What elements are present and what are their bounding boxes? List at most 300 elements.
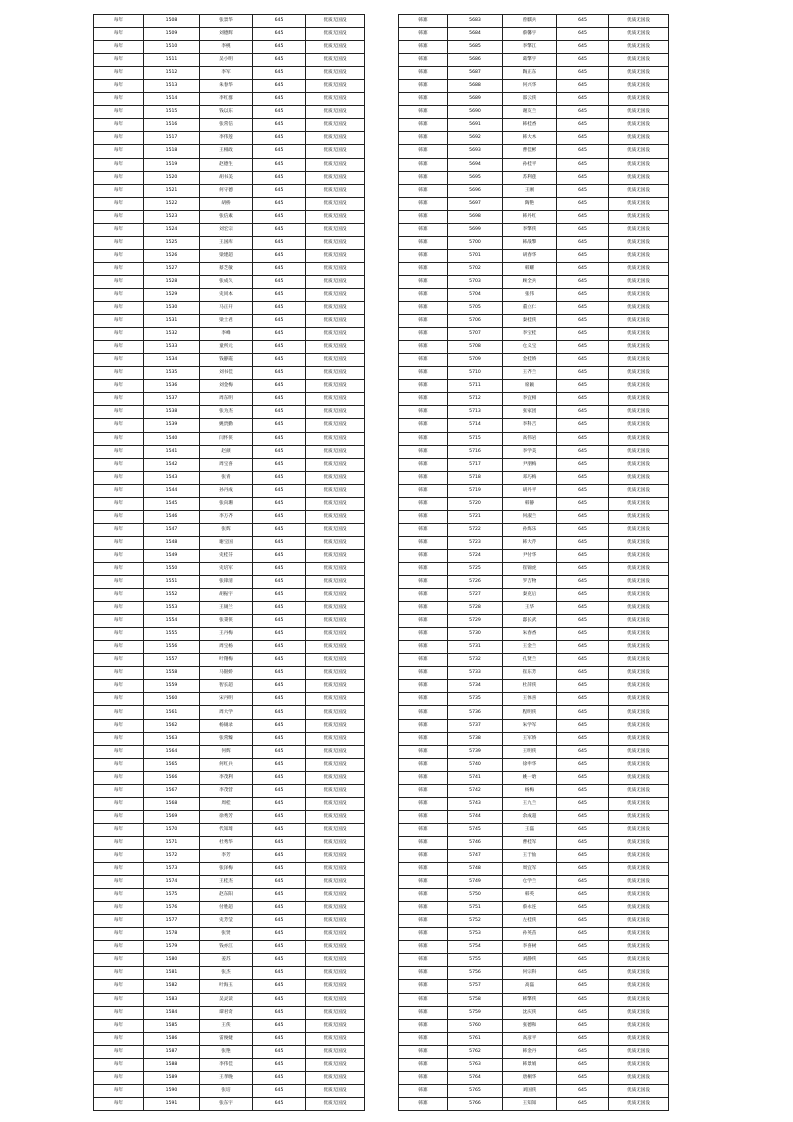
- remark-cell: 优质无国没: [609, 536, 669, 549]
- table-row: [399, 145, 669, 158]
- name-cell: 余成超: [503, 810, 557, 823]
- village-cell: 每年: [94, 158, 144, 171]
- remark-cell: 优质无国没: [609, 210, 669, 223]
- serial-number-cell: 1511: [144, 54, 200, 67]
- remark-cell: 优质无国没: [609, 119, 669, 132]
- serial-number-cell: 1536: [144, 380, 200, 393]
- amount-cell: 645: [253, 302, 306, 315]
- remark-cell: 优质无国没: [306, 1045, 365, 1058]
- village-cell: 每年: [94, 419, 144, 432]
- village-cell: 每年: [94, 471, 144, 484]
- remark-cell: 优质无国没: [609, 771, 669, 784]
- table-row: [94, 1032, 365, 1045]
- table-row: [399, 223, 669, 236]
- remark-cell: 优质无国没: [306, 445, 365, 458]
- serial-number-cell: 1513: [144, 80, 200, 93]
- table-row: [399, 158, 669, 171]
- serial-number-cell: 1586: [144, 1032, 200, 1045]
- remark-cell: 优质无国没: [609, 171, 669, 184]
- village-cell: 每年: [94, 184, 144, 197]
- serial-number-cell: 1569: [144, 810, 200, 823]
- serial-number-cell: 1558: [144, 667, 200, 680]
- village-cell: 韩寨: [399, 1058, 448, 1071]
- amount-cell: 645: [253, 719, 306, 732]
- name-cell: 左桂侠: [503, 915, 557, 928]
- serial-number-cell: 5695: [448, 171, 503, 184]
- amount-cell: 645: [253, 262, 306, 275]
- village-cell: 每年: [94, 1045, 144, 1058]
- serial-number-cell: 1549: [144, 549, 200, 562]
- serial-number-cell: 1509: [144, 28, 200, 41]
- serial-number-cell: 1582: [144, 980, 200, 993]
- village-cell: 韩寨: [399, 54, 448, 67]
- remark-cell: 优质无国没: [609, 393, 669, 406]
- table-row: [94, 288, 365, 301]
- table-row: [94, 510, 365, 523]
- village-cell: 每年: [94, 41, 144, 54]
- amount-cell: 645: [253, 1019, 306, 1032]
- amount-cell: 645: [557, 1045, 609, 1058]
- remark-cell: 优质无国没: [306, 628, 365, 641]
- village-cell: 每年: [94, 497, 144, 510]
- remark-cell: 优质无国没: [609, 902, 669, 915]
- amount-cell: 645: [253, 889, 306, 902]
- remark-cell: 优质无国没: [609, 850, 669, 863]
- amount-cell: 645: [557, 889, 609, 902]
- name-cell: 史芳莹: [200, 915, 253, 928]
- table-row: [94, 850, 365, 863]
- name-cell: 李峰: [200, 328, 253, 341]
- amount-cell: 645: [557, 732, 609, 745]
- amount-cell: 645: [557, 249, 609, 262]
- village-cell: 每年: [94, 576, 144, 589]
- table-row: [94, 902, 365, 915]
- remark-cell: 优质无国没: [609, 1032, 669, 1045]
- table-row: [94, 954, 365, 967]
- name-cell: 何兴华: [503, 80, 557, 93]
- serial-number-cell: 5716: [448, 445, 503, 458]
- table-row: [399, 28, 669, 41]
- amount-cell: 645: [253, 406, 306, 419]
- table-right-body: [399, 15, 669, 1111]
- village-cell: 每年: [94, 536, 144, 549]
- table-row: [399, 602, 669, 615]
- name-cell: 高伟岩: [503, 432, 557, 445]
- name-cell: 徐秀芳: [200, 810, 253, 823]
- name-cell: 史桂芬: [200, 549, 253, 562]
- remark-cell: 优质无国没: [306, 458, 365, 471]
- serial-number-cell: 5726: [448, 576, 503, 589]
- serial-number-cell: 5743: [448, 797, 503, 810]
- name-cell: 李茂利: [200, 771, 253, 784]
- serial-number-cell: 5701: [448, 249, 503, 262]
- table-row: [399, 967, 669, 980]
- remark-cell: 优质无国没: [609, 889, 669, 902]
- village-cell: 韩寨: [399, 106, 448, 119]
- remark-cell: 优质无国没: [609, 184, 669, 197]
- village-cell: 每年: [94, 667, 144, 680]
- table-row: [399, 706, 669, 719]
- remark-cell: 优质无国没: [609, 549, 669, 562]
- amount-cell: 645: [557, 536, 609, 549]
- serial-number-cell: 1529: [144, 288, 200, 301]
- serial-number-cell: 5759: [448, 1006, 503, 1019]
- village-cell: 每年: [94, 784, 144, 797]
- village-cell: 韩寨: [399, 1006, 448, 1019]
- name-cell: 王丹梅: [200, 628, 253, 641]
- village-cell: 每年: [94, 941, 144, 954]
- name-cell: 童所元: [200, 341, 253, 354]
- village-cell: 每年: [94, 223, 144, 236]
- serial-number-cell: 1533: [144, 341, 200, 354]
- village-cell: 韩寨: [399, 328, 448, 341]
- name-cell: 韩桂香: [503, 119, 557, 132]
- village-cell: 每年: [94, 145, 144, 158]
- village-cell: 韩寨: [399, 732, 448, 745]
- name-cell: 梁士君: [200, 315, 253, 328]
- serial-number-cell: 1560: [144, 693, 200, 706]
- village-cell: 韩寨: [399, 80, 448, 93]
- serial-number-cell: 5699: [448, 223, 503, 236]
- name-cell: 李宝桂: [503, 328, 557, 341]
- village-cell: 韩寨: [399, 589, 448, 602]
- serial-number-cell: 1542: [144, 458, 200, 471]
- serial-number-cell: 1525: [144, 236, 200, 249]
- village-cell: 每年: [94, 341, 144, 354]
- serial-number-cell: 5764: [448, 1071, 503, 1084]
- amount-cell: 645: [253, 328, 306, 341]
- serial-number-cell: 5720: [448, 497, 503, 510]
- name-cell: 尹付华: [503, 549, 557, 562]
- table-row: [94, 106, 365, 119]
- remark-cell: 优质无国没: [609, 54, 669, 67]
- name-cell: 张贤: [200, 928, 253, 941]
- serial-number-cell: 5754: [448, 941, 503, 954]
- table-row: [94, 810, 365, 823]
- table-row: [399, 523, 669, 536]
- name-cell: 崔东芳: [503, 667, 557, 680]
- name-cell: 姜苏: [200, 954, 253, 967]
- remark-cell: 优质无国没: [306, 28, 365, 41]
- serial-number-cell: 1588: [144, 1058, 200, 1071]
- name-cell: 孙丹成: [200, 484, 253, 497]
- village-cell: 韩寨: [399, 954, 448, 967]
- table-left-body: [94, 15, 365, 1111]
- table-row: [94, 732, 365, 745]
- remark-cell: 优质无国没: [609, 132, 669, 145]
- village-cell: 每年: [94, 1084, 144, 1097]
- name-cell: 吴灵读: [200, 993, 253, 1006]
- amount-cell: 645: [253, 1032, 306, 1045]
- amount-cell: 645: [557, 784, 609, 797]
- table-row: [94, 562, 365, 575]
- name-cell: 赵东阳: [200, 889, 253, 902]
- amount-cell: 645: [253, 471, 306, 484]
- serial-number-cell: 1526: [144, 249, 200, 262]
- amount-cell: 645: [253, 41, 306, 54]
- remark-cell: 优质无国没: [609, 458, 669, 471]
- name-cell: 韩大芹: [503, 536, 557, 549]
- amount-cell: 645: [557, 119, 609, 132]
- amount-cell: 645: [557, 1006, 609, 1019]
- serial-number-cell: 5697: [448, 197, 503, 210]
- name-cell: 周宜军: [503, 863, 557, 876]
- amount-cell: 645: [253, 158, 306, 171]
- name-cell: 杨锡录: [200, 719, 253, 732]
- serial-number-cell: 1578: [144, 928, 200, 941]
- table-row: [399, 1045, 669, 1058]
- remark-cell: 优质无国没: [609, 380, 669, 393]
- village-cell: 韩寨: [399, 315, 448, 328]
- name-cell: 胡桥: [200, 197, 253, 210]
- village-cell: 韩寨: [399, 1084, 448, 1097]
- name-cell: 张景华: [200, 15, 253, 28]
- amount-cell: 645: [253, 445, 306, 458]
- table-row: [94, 771, 365, 784]
- table-row: [399, 654, 669, 667]
- amount-cell: 645: [557, 771, 609, 784]
- table-row: [399, 1084, 669, 1097]
- remark-cell: 优质无国没: [306, 602, 365, 615]
- name-cell: 张家团: [503, 406, 557, 419]
- serial-number-cell: 1574: [144, 876, 200, 889]
- serial-number-cell: 5709: [448, 354, 503, 367]
- remark-cell: 优质无国没: [306, 184, 365, 197]
- remark-cell: 优质无国没: [306, 210, 365, 223]
- table-row: [399, 667, 669, 680]
- serial-number-cell: 1508: [144, 15, 200, 28]
- remark-cell: 优质无国没: [306, 158, 365, 171]
- amount-cell: 645: [557, 171, 609, 184]
- table-row: [399, 341, 669, 354]
- serial-number-cell: 1585: [144, 1019, 200, 1032]
- village-cell: 每年: [94, 406, 144, 419]
- name-cell: 张为杰: [200, 406, 253, 419]
- table-row: [399, 954, 669, 967]
- amount-cell: 645: [557, 497, 609, 510]
- serial-number-cell: 1565: [144, 758, 200, 771]
- remark-cell: 优质无国没: [609, 80, 669, 93]
- table-row: [399, 536, 669, 549]
- remark-cell: 优质无国没: [306, 784, 365, 797]
- remark-cell: 优质无国没: [609, 589, 669, 602]
- table-row: [94, 589, 365, 602]
- table-row: [399, 432, 669, 445]
- village-cell: 每年: [94, 1071, 144, 1084]
- village-cell: 韩寨: [399, 667, 448, 680]
- amount-cell: 645: [557, 106, 609, 119]
- table-row: [399, 615, 669, 628]
- serial-number-cell: 1535: [144, 367, 200, 380]
- serial-number-cell: 1579: [144, 941, 200, 954]
- serial-number-cell: 1559: [144, 680, 200, 693]
- amount-cell: 645: [557, 1032, 609, 1045]
- remark-cell: 优质无国没: [306, 223, 365, 236]
- name-cell: 王相政: [200, 145, 253, 158]
- amount-cell: 645: [253, 1006, 306, 1019]
- name-cell: 周宝喜: [200, 458, 253, 471]
- village-cell: 韩寨: [399, 615, 448, 628]
- amount-cell: 645: [253, 902, 306, 915]
- table-row: [94, 341, 365, 354]
- village-cell: 每年: [94, 602, 144, 615]
- amount-cell: 645: [253, 797, 306, 810]
- name-cell: 叶海玉: [200, 980, 253, 993]
- table-row: [94, 654, 365, 667]
- table-row: [399, 719, 669, 732]
- table-row: [94, 836, 365, 849]
- name-cell: 葛擎宇: [503, 54, 557, 67]
- table-row: [399, 641, 669, 654]
- village-cell: 韩寨: [399, 719, 448, 732]
- serial-number-cell: 1544: [144, 484, 200, 497]
- name-cell: 谢宝国: [200, 536, 253, 549]
- table-row: [94, 745, 365, 758]
- amount-cell: 645: [557, 641, 609, 654]
- serial-number-cell: 5728: [448, 602, 503, 615]
- amount-cell: 645: [557, 719, 609, 732]
- village-cell: 韩寨: [399, 497, 448, 510]
- amount-cell: 645: [557, 236, 609, 249]
- village-cell: 每年: [94, 1019, 144, 1032]
- amount-cell: 645: [557, 197, 609, 210]
- remark-cell: 优质无国没: [306, 667, 365, 680]
- name-cell: 王知知: [503, 1097, 557, 1110]
- remark-cell: 优质无国没: [609, 915, 669, 928]
- amount-cell: 645: [253, 667, 306, 680]
- table-row: [399, 302, 669, 315]
- name-cell: 杨梅: [503, 784, 557, 797]
- name-cell: 钱亦江: [200, 941, 253, 954]
- remark-cell: 优质无国没: [306, 393, 365, 406]
- village-cell: 韩寨: [399, 810, 448, 823]
- amount-cell: 645: [557, 54, 609, 67]
- table-row: [399, 354, 669, 367]
- village-cell: 每年: [94, 262, 144, 275]
- name-cell: 李茂营: [200, 784, 253, 797]
- village-cell: 韩寨: [399, 745, 448, 758]
- serial-number-cell: 1573: [144, 863, 200, 876]
- table-row: [94, 680, 365, 693]
- table-row: [94, 797, 365, 810]
- table-row: [94, 380, 365, 393]
- remark-cell: 优质无国没: [306, 1019, 365, 1032]
- serial-number-cell: 1591: [144, 1097, 200, 1110]
- table-row: [399, 262, 669, 275]
- serial-number-cell: 5747: [448, 850, 503, 863]
- name-cell: 曹佳彬: [503, 145, 557, 158]
- name-cell: 苏利莲: [503, 171, 557, 184]
- amount-cell: 645: [253, 367, 306, 380]
- amount-cell: 645: [253, 549, 306, 562]
- remark-cell: 优质无国没: [306, 119, 365, 132]
- serial-number-cell: 5749: [448, 876, 503, 889]
- amount-cell: 645: [253, 80, 306, 93]
- remark-cell: 优质无国没: [306, 654, 365, 667]
- remark-cell: 优质无国没: [306, 328, 365, 341]
- village-cell: 韩寨: [399, 510, 448, 523]
- table-row: [399, 915, 669, 928]
- remark-cell: 优质无国没: [306, 876, 365, 889]
- table-row: [399, 1097, 669, 1110]
- name-cell: 李擎江: [503, 41, 557, 54]
- amount-cell: 645: [557, 262, 609, 275]
- remark-cell: 优质无国没: [609, 810, 669, 823]
- serial-number-cell: 5729: [448, 615, 503, 628]
- remark-cell: 优质无国没: [306, 288, 365, 301]
- amount-cell: 645: [557, 706, 609, 719]
- table-row: [94, 980, 365, 993]
- serial-number-cell: 1532: [144, 328, 200, 341]
- village-cell: 每年: [94, 328, 144, 341]
- serial-number-cell: 1520: [144, 171, 200, 184]
- table-row: [94, 889, 365, 902]
- table-row: [94, 93, 365, 106]
- name-cell: 张伟: [503, 288, 557, 301]
- amount-cell: 645: [557, 615, 609, 628]
- remark-cell: 优质无国没: [306, 1006, 365, 1019]
- serial-number-cell: 5741: [448, 771, 503, 784]
- serial-number-cell: 5750: [448, 889, 503, 902]
- remark-cell: 优质无国没: [609, 197, 669, 210]
- remark-cell: 优质无国没: [306, 236, 365, 249]
- name-cell: 王国库: [200, 236, 253, 249]
- serial-number-cell: 5730: [448, 628, 503, 641]
- serial-number-cell: 5688: [448, 80, 503, 93]
- serial-number-cell: 5696: [448, 184, 503, 197]
- amount-cell: 645: [253, 1097, 306, 1110]
- village-cell: 每年: [94, 288, 144, 301]
- remark-cell: 优质无国没: [609, 1058, 669, 1071]
- village-cell: 每年: [94, 510, 144, 523]
- remark-cell: 优质无国没: [609, 1045, 669, 1058]
- serial-number-cell: 1583: [144, 993, 200, 1006]
- village-cell: 韩寨: [399, 367, 448, 380]
- serial-number-cell: 1537: [144, 393, 200, 406]
- amount-cell: 645: [253, 380, 306, 393]
- village-cell: 韩寨: [399, 197, 448, 210]
- amount-cell: 645: [557, 288, 609, 301]
- remark-cell: 优质无国没: [306, 915, 365, 928]
- remark-cell: 优质无国没: [306, 615, 365, 628]
- table-row: [399, 54, 669, 67]
- name-cell: 蔡永连: [503, 902, 557, 915]
- name-cell: 金桂娇: [503, 354, 557, 367]
- village-cell: 韩寨: [399, 823, 448, 836]
- table-row: [399, 80, 669, 93]
- amount-cell: 645: [557, 654, 609, 667]
- table-row: [399, 328, 669, 341]
- remark-cell: 优质无国没: [306, 863, 365, 876]
- name-cell: 马正开: [200, 302, 253, 315]
- table-row: [399, 367, 669, 380]
- table-row: [94, 1019, 365, 1032]
- name-cell: 邵云侠: [503, 93, 557, 106]
- name-cell: 曹桂军: [503, 836, 557, 849]
- serial-number-cell: 5738: [448, 732, 503, 745]
- table-row: [399, 993, 669, 1006]
- amount-cell: 645: [557, 863, 609, 876]
- village-cell: 每年: [94, 380, 144, 393]
- remark-cell: 优质无国没: [306, 106, 365, 119]
- name-cell: 张秉侠: [200, 615, 253, 628]
- remark-cell: 优质无国没: [609, 1097, 669, 1110]
- remark-cell: 优质无国没: [609, 158, 669, 171]
- serial-number-cell: 5762: [448, 1045, 503, 1058]
- village-cell: 每年: [94, 1006, 144, 1019]
- village-cell: 韩寨: [399, 536, 448, 549]
- serial-number-cell: 1550: [144, 562, 200, 575]
